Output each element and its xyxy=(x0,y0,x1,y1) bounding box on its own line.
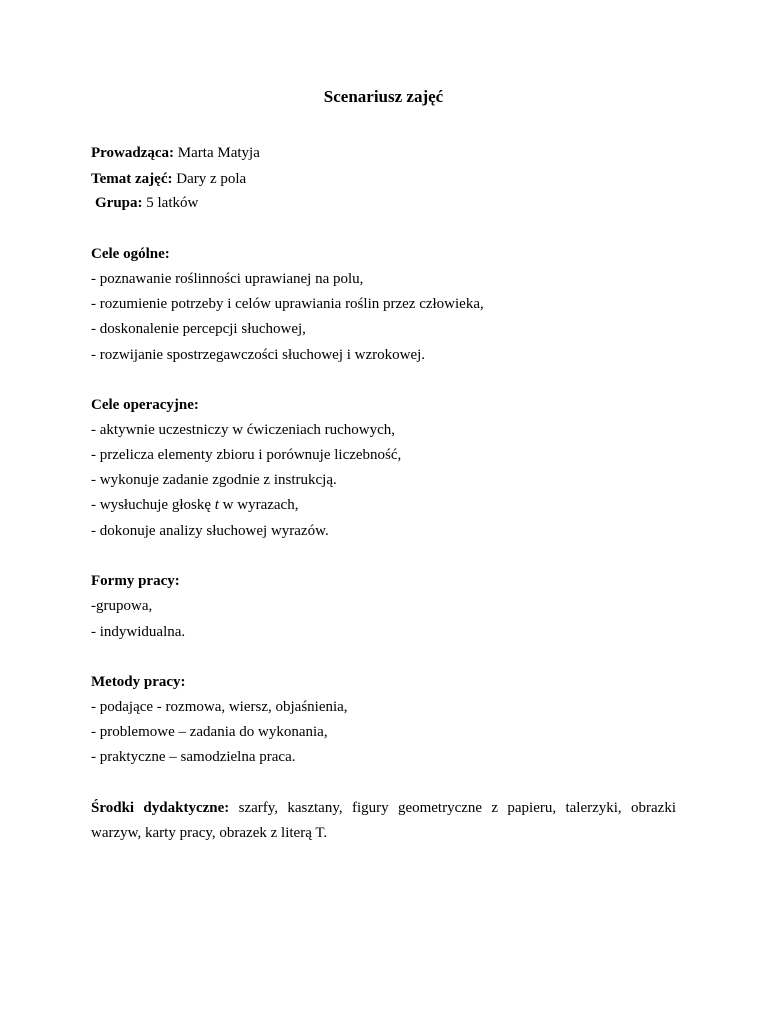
meta-value: Dary z pola xyxy=(172,171,247,187)
teaching-aids-paragraph xyxy=(91,796,676,846)
sound-item-letter: t xyxy=(214,497,219,513)
meta-label: Prowadząca: xyxy=(91,145,175,161)
meta-leader xyxy=(91,142,260,164)
list-item: - poznawanie roślinności uprawianej na polu, xyxy=(91,271,364,287)
list-item: - rozumienie potrzeby i celów uprawiania roślin przez człowieka, xyxy=(91,296,484,312)
list-item: - rozwijanie spostrzegawczości słuchowej i wzrokowej. xyxy=(91,347,426,363)
general-goals-heading: Cele ogólne: xyxy=(91,246,170,262)
list-item: -grupowa, xyxy=(91,598,153,614)
sound-item-before: - wysłuchuje głoskę xyxy=(91,497,215,513)
work-methods-heading: Metody pracy: xyxy=(91,674,186,690)
meta-group xyxy=(95,192,198,214)
list-item: - dokonuje analizy słuchowej wyrazów. xyxy=(91,523,329,539)
list-item: - aktywnie uczestniczy w ćwiczeniach ruchowych, xyxy=(91,422,396,438)
document-title: Scenariusz zajęć xyxy=(323,87,444,106)
list-item: - praktyczne – samodzielna praca. xyxy=(91,749,296,765)
meta-value: 5 latków xyxy=(142,195,199,211)
teaching-aids-text: szarfy, kasztany, figury geometryczne z papieru, talerzyki, obrazki warzyw, karty pracy, obrazek z literą T. xyxy=(91,800,676,841)
list-item: - indywidualna. xyxy=(91,624,186,640)
meta-value: Marta Matyja xyxy=(174,145,260,161)
list-item: - wykonuje zadanie zgodnie z instrukcją. xyxy=(91,472,337,488)
operational-goals-heading: Cele operacyjne: xyxy=(91,397,199,413)
list-item: - doskonalenie percepcji słuchowej, xyxy=(91,321,306,337)
work-forms-heading: Formy pracy: xyxy=(91,573,180,589)
sound-item-after: w wyrazach, xyxy=(218,497,299,513)
list-item-sound xyxy=(91,494,298,516)
meta-label: Grupa: xyxy=(95,195,143,211)
list-item: - przelicza elementy zbioru i porównuje liczebność, xyxy=(91,447,402,463)
list-item: - problemowe – zadania do wykonania, xyxy=(91,724,328,740)
meta-label: Temat zajęć: xyxy=(91,171,173,187)
list-item: - podające - rozmowa, wiersz, objaśnienia, xyxy=(91,699,348,715)
meta-topic xyxy=(91,168,246,190)
teaching-aids-heading: Środki dydaktyczne: xyxy=(91,800,230,816)
